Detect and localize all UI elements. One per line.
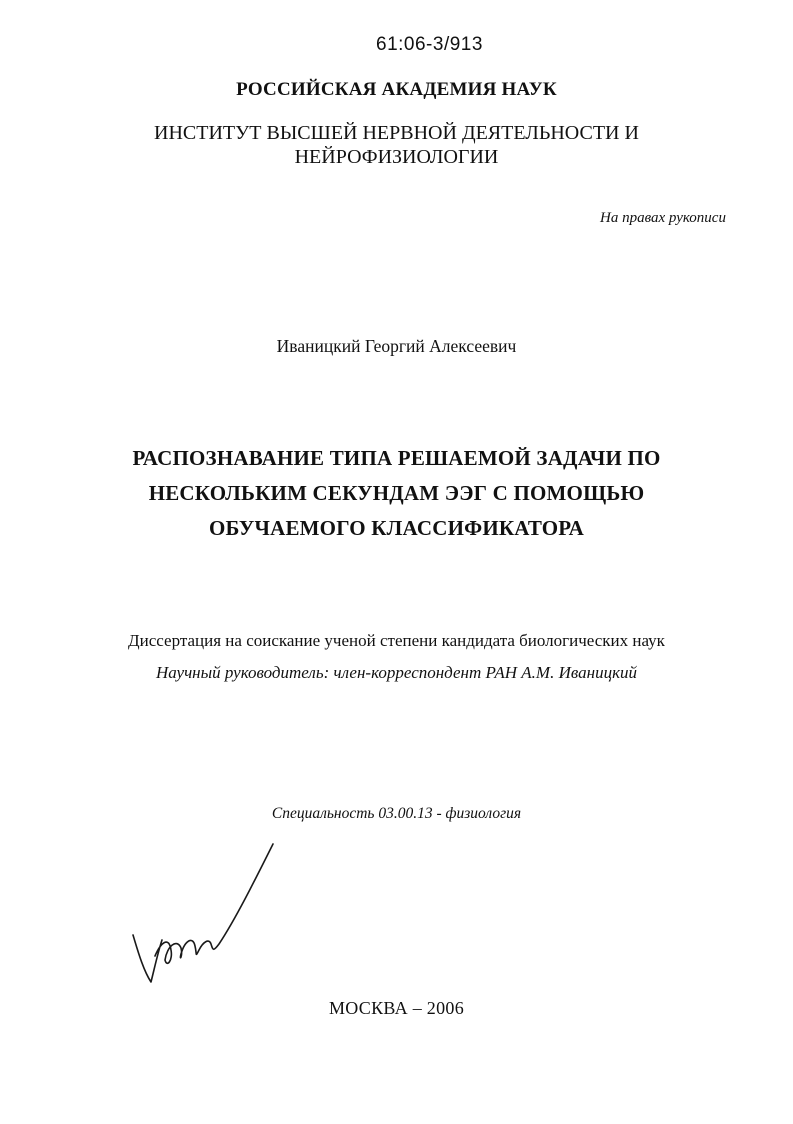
supervisor-line: Научный руководитель: член-корреспондент РАН А.М. Иваницкий bbox=[155, 663, 638, 682]
author-name: Иваницкий Георгий Алексеевич bbox=[276, 336, 517, 356]
institute-line-2: НЕЙРОФИЗИОЛОГИИ bbox=[294, 146, 499, 168]
title-line-2: НЕСКОЛЬКИМ СЕКУНДАМ ЭЭГ С ПОМОЩЬЮ bbox=[148, 481, 645, 505]
manuscript-rights-note: На правах рукописи bbox=[600, 210, 726, 226]
city-year: МОСКВА – 2006 bbox=[328, 998, 464, 1018]
catalog-number: 61:06-3/913 bbox=[376, 34, 483, 55]
handwritten-signature bbox=[125, 840, 285, 990]
dissertation-title bbox=[0, 441, 793, 546]
title-line-1: РАСПОЗНАВАНИЕ ТИПА РЕШАЕМОЙ ЗАДАЧИ ПО bbox=[132, 446, 661, 470]
title-line-3: ОБУЧАЕМОГО КЛАССИФИКАТОРА bbox=[208, 516, 584, 540]
academy-name: РОССИЙСКАЯ АКАДЕМИЯ НАУК bbox=[236, 79, 557, 100]
institute-line-1: ИНСТИТУТ ВЫСШЕЙ НЕРВНОЙ ДЕЯТЕЛЬНОСТИ И bbox=[154, 122, 639, 144]
degree-statement: Диссертация на соискание ученой степени кандидата биологических наук bbox=[128, 631, 665, 650]
specialty-line: Специальность 03.00.13 - физиология bbox=[271, 805, 522, 822]
institute-name bbox=[0, 121, 793, 169]
